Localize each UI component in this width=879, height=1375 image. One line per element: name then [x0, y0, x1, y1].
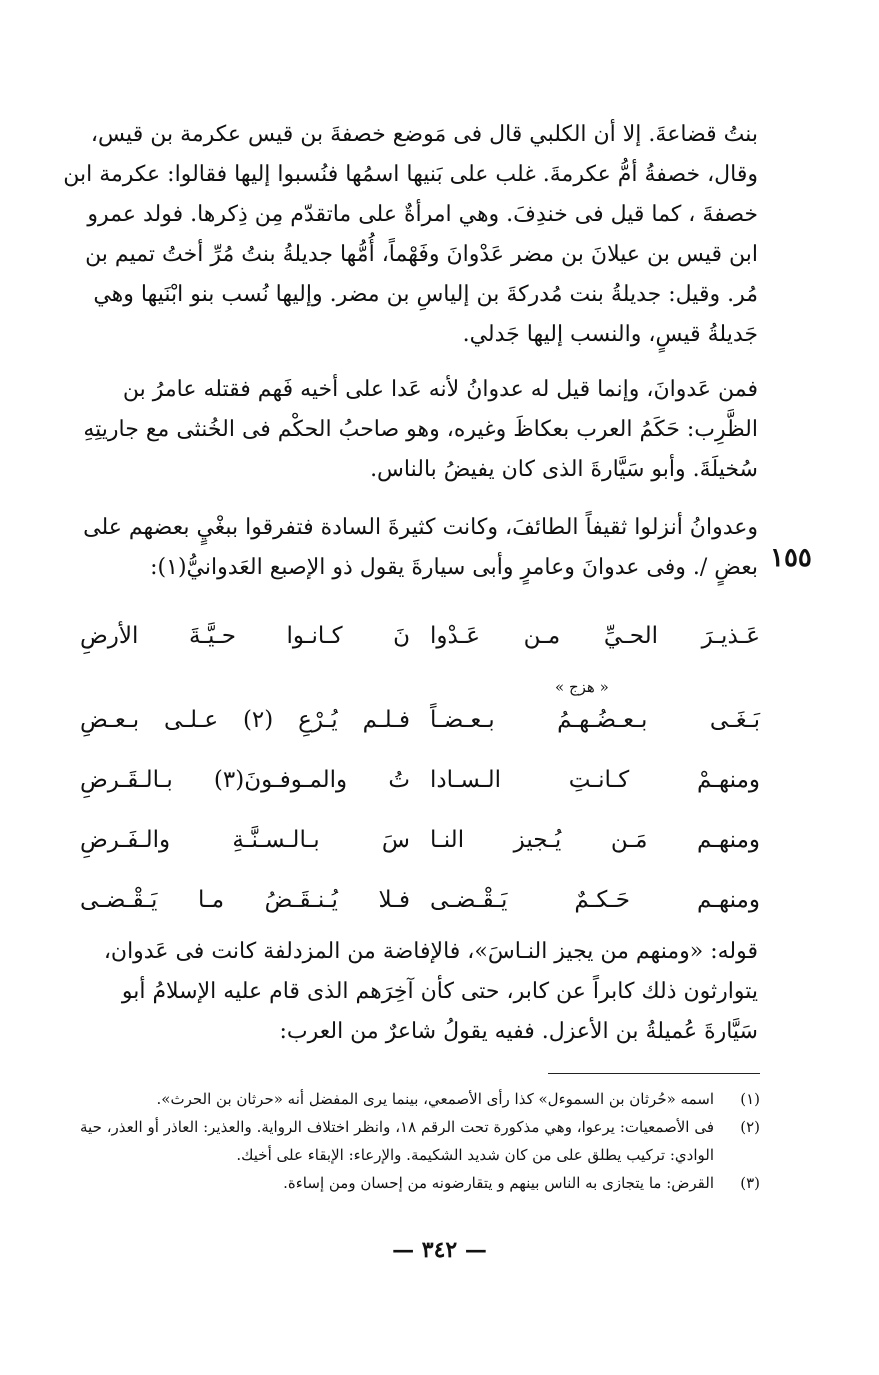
poem-verse — [80, 615, 760, 675]
text-line: وقال، خصفةُ أمُّ عكرمةَ. غلب على بَنيها اسمُها فنُسبوا إليها فقالوا: عكرمة ابن — [63, 162, 758, 187]
verse-first-hemistich: عَـذيـرَ الحـيِّ مـن عَـدْوا — [430, 623, 760, 649]
text-line: فمن عَدوانَ، وإنما قيل له عدوانُ لأنه عَدا على أخيه فَهم فقتله عامرُ بن — [122, 377, 758, 402]
footnotes — [80, 1085, 760, 1197]
verse-first-hemistich: ومنهـم مَـن يُـجيز النـا — [430, 827, 760, 853]
poem-verse — [80, 879, 760, 939]
verse-first-hemistich: ومنهـمْ كـانـتِ الـسـادا — [430, 767, 760, 793]
poem-verse — [80, 759, 760, 819]
footnote-text: القرض: ما يتجازى به الناس بينهم و يتقارضونه من إحسان ومن إساءة. — [283, 1174, 714, 1192]
paragraph-3 — [80, 508, 758, 588]
text-line: الظَّرِب: حَكَمُ العرب بعكاظَ وغيره، وهو صاحبُ الحكْم فى الخُنثى مع جاريتِهِ — [83, 417, 758, 442]
text-line: سَيَّارةَ عُميلةُ بن الأعزل. ففيه يقولُ شاعرٌ من العرب: — [279, 1019, 758, 1044]
verse-second-hemistich: فـلـم يُـرْعِ (٢) عـلـى بـعـضِ — [80, 707, 411, 733]
text-line: قوله: «ومنهم من يجيز النـاسَ»، فالإفاضة من المزدلفة كانت فى عَدوان، — [103, 939, 758, 964]
footnote-separator — [548, 1073, 760, 1074]
text-line: بعضٍ /. وفى عدوانَ وعامرٍ وأبى سيارةَ يقول ذو الإصبع العَدوانيُّ(١): — [150, 555, 758, 580]
text-line: يتوارثون ذلك كابراً عن كابر، حتى كأن آخِرَهم الذى قام عليه الإسلامُ أبو — [121, 979, 758, 1004]
footnote-text: فى الأصمعيات: يرعوا، وهي مذكورة تحت الرقم ١٨، وانظر اختلاف الرواية. والعذير: العاذر أو العذر، حية الوادي: تركيب يطلق على من كان شديد الشكيمة. والإرعاء: الإبقاء على أخيك. — [80, 1118, 714, 1164]
verse-first-hemistich: بَـغَـى بـعـضُـهـمُ بـعـضـاً — [430, 707, 760, 733]
text-line: سُخيلَةَ. وأبو سَيَّارةَ الذى كان يفيضُ بالناس. — [370, 457, 758, 482]
footnote — [80, 1113, 760, 1169]
poem-verse — [80, 819, 760, 879]
poem-meter-label: « هزج » — [555, 678, 609, 696]
verse-second-hemistich: سَ بـالـسـنَّـةِ والـفَـرضِ — [80, 827, 410, 853]
margin-page-marker: ١٥٥ — [770, 543, 812, 573]
footnote — [80, 1169, 760, 1197]
poem — [80, 615, 760, 939]
paragraph-1 — [63, 115, 758, 355]
verse-second-hemistich: فـلا يُـنـقَـضُ مـا يَـقْـضـى — [80, 887, 410, 913]
footnote-text: اسمه «حُرثان بن السموءل» كذا رأى الأصمعي، بينما يرى المفضل أنه «حرثان بن الحرث». — [156, 1090, 714, 1108]
verse-second-hemistich: تُ والمـوفـونَ(٣) بـالـقَـرضِ — [80, 767, 410, 793]
text-line: خصفةَ ، كما قيل فى خندِفَ. وهي امرأةٌ على ماتقدّم مِن ذِكرها. فولد عمرو — [87, 202, 758, 227]
poem-verse — [80, 699, 760, 759]
footnote — [80, 1085, 760, 1113]
verse-first-hemistich: ومنهـم حَـكـمٌ يَـقْـضـى — [430, 887, 760, 913]
text-line: مُر. وقيل: جديلةُ بنت مُدركةَ بن إلياسِ بن مضر. وإليها نُسب بنو ابْنَيها وهي — [93, 282, 758, 307]
text-line: ابن قيس بن عيلانَ بن مضر عَدْوانَ وفَهْماً، أُمُّها جديلةُ بنتُ مُرِّ أختُ تميم بن — [85, 242, 758, 267]
text-line: وعدوانُ أنزلوا ثقيفاً الطائفَ، وكانت كثيرةَ السادة فتفرقوا ببغْيٍ بعضهم على — [83, 515, 758, 540]
page-number: — ٣٤٢ — — [392, 1237, 487, 1263]
paragraph-2 — [80, 370, 758, 490]
footnote-number: (١) — [740, 1090, 760, 1108]
text-line: بنتُ قضاعةَ. إلا أن الكلبي قال فى مَوضع خصفةَ بن قيس عكرمة بن قيس، — [90, 122, 758, 147]
footnote-number: (٣) — [740, 1174, 760, 1192]
footnote-number: (٢) — [740, 1118, 760, 1136]
paragraph-4 — [80, 932, 758, 1052]
verse-second-hemistich: نَ كـانـوا حـيَّـةَ الأرضِ — [80, 623, 410, 649]
text-line: جَديلةُ قيسٍ، والنسب إليها جَدلي. — [462, 322, 758, 347]
